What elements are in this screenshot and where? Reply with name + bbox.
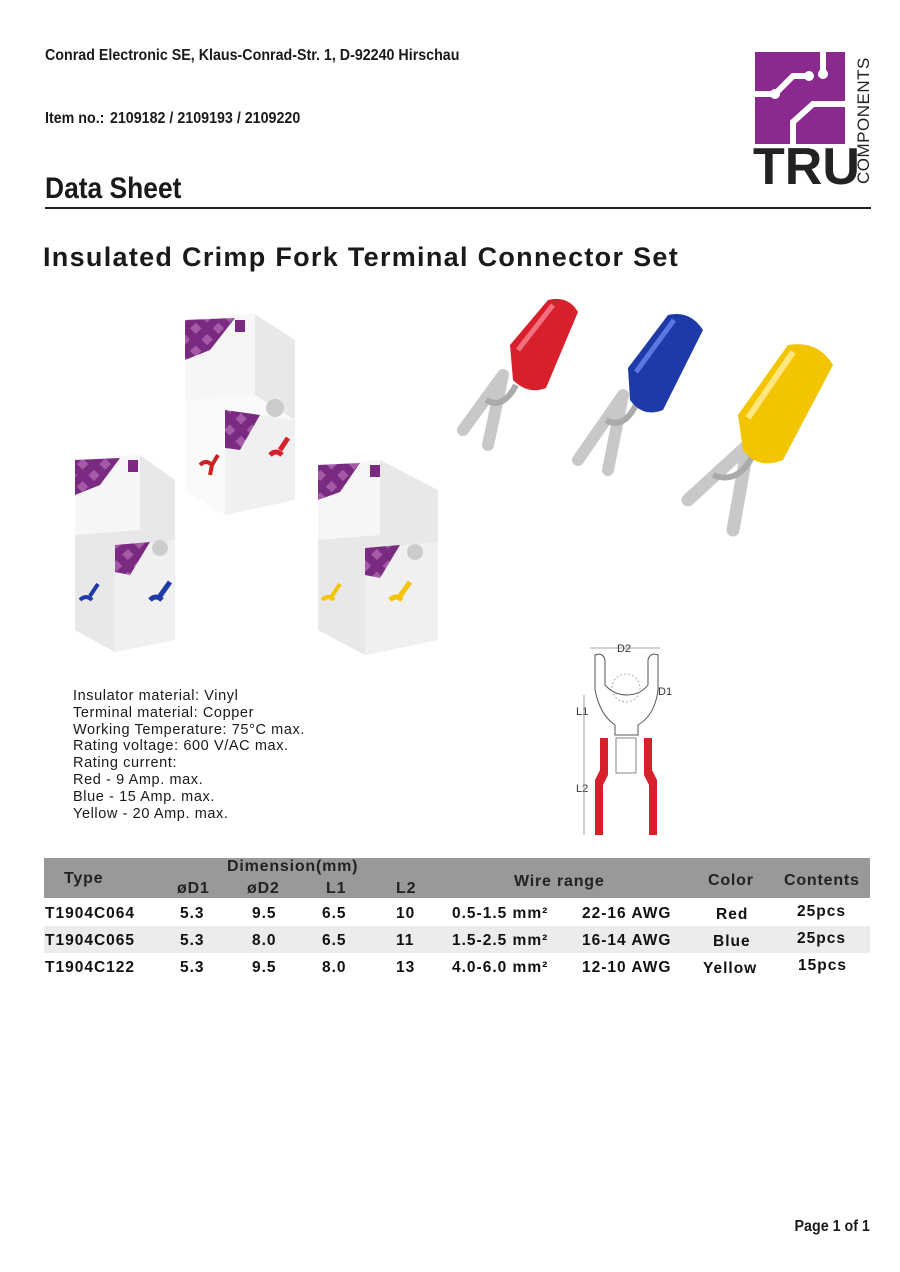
page-number: Page 1 of 1 — [794, 1218, 870, 1235]
red-terminal — [463, 299, 578, 445]
spec-line: Rating current: — [73, 755, 178, 772]
label-d2: D2 — [617, 643, 632, 655]
col-d2: øD2 — [247, 880, 280, 897]
spec-list — [73, 688, 305, 822]
logo-brand-text: TRU — [753, 138, 860, 196]
col-contents: Contents — [784, 872, 860, 889]
cell-contents: 25pcs — [797, 930, 846, 947]
col-dimension: Dimension(mm) — [227, 858, 359, 875]
cell-mm: 4.0-6.0 mm² — [452, 959, 549, 976]
label-d1: D1 — [658, 686, 673, 698]
cell-contents: 25pcs — [797, 903, 846, 920]
spec-line: Insulator material: Vinyl — [73, 688, 239, 704]
cell-d1: 5.3 — [180, 905, 205, 922]
cell-d2: 9.5 — [252, 905, 277, 922]
page-title: Data Sheet — [45, 172, 182, 205]
cell-d1: 5.3 — [180, 959, 205, 976]
item-number-values: 2109182 / 2109193 / 2109220 — [109, 110, 301, 127]
package-box-red — [185, 314, 295, 515]
spec-line: Rating voltage: 600 V/AC max. — [73, 738, 289, 755]
col-color: Color — [708, 872, 754, 889]
cell-d2: 8.0 — [252, 932, 277, 949]
cell-type: T1904C064 — [45, 905, 136, 922]
package-box-yellow — [318, 460, 438, 655]
product-package-images — [60, 300, 460, 670]
cell-l1: 6.5 — [322, 905, 347, 922]
cell-color: Blue — [713, 933, 751, 950]
label-l2: L2 — [576, 783, 589, 795]
spec-line: Blue - 15 Amp. max. — [73, 788, 215, 805]
spec-line: Red - 9 Amp. max. — [73, 771, 204, 788]
item-numbers — [45, 110, 300, 128]
cell-l2: 10 — [396, 905, 416, 922]
cell-color: Yellow — [703, 960, 758, 977]
cell-awg: 12-10 AWG — [582, 959, 672, 976]
cell-l1: 8.0 — [322, 959, 347, 976]
col-l2: L2 — [396, 880, 417, 897]
spec-line: Terminal material: Copper — [73, 704, 255, 721]
col-type: Type — [64, 870, 104, 887]
item-label: Item no.: — [45, 110, 105, 127]
col-l1: L1 — [326, 880, 347, 897]
cell-mm: 0.5-1.5 mm² — [452, 905, 549, 922]
header-divider — [45, 207, 871, 209]
cell-d2: 9.5 — [252, 959, 277, 976]
cell-mm: 1.5-2.5 mm² — [452, 932, 549, 949]
cell-l1: 6.5 — [322, 932, 347, 949]
cell-contents: 15pcs — [798, 957, 847, 974]
tru-components-logo — [753, 52, 873, 196]
cell-l2: 13 — [396, 959, 416, 976]
cell-d1: 5.3 — [180, 932, 205, 949]
col-d1: øD1 — [177, 880, 210, 897]
logo-sub-text: COMPONENTS — [854, 57, 873, 184]
spec-line: Working Temperature: 75°C max. — [73, 721, 305, 738]
cell-awg: 22-16 AWG — [582, 905, 672, 922]
cell-type: T1904C122 — [45, 959, 136, 976]
dimension-diagram — [570, 640, 673, 840]
company-address: Conrad Electronic SE, Klaus-Conrad-Str. 1, D-92240 Hirschau — [45, 47, 460, 64]
cell-l2: 11 — [396, 932, 415, 949]
spec-line: Yellow - 20 Amp. max. — [73, 805, 229, 822]
package-box-blue — [75, 455, 175, 652]
cell-awg: 16-14 AWG — [582, 932, 672, 949]
col-wire-range: Wire range — [514, 873, 605, 890]
product-title: Insulated Crimp Fork Terminal Connector Set — [43, 242, 679, 272]
fork-terminal-images — [448, 290, 868, 550]
cell-type: T1904C065 — [45, 932, 136, 949]
label-l1: L1 — [576, 706, 589, 718]
blue-terminal — [578, 314, 703, 470]
yellow-terminal — [688, 344, 833, 530]
cell-color: Red — [716, 906, 749, 923]
